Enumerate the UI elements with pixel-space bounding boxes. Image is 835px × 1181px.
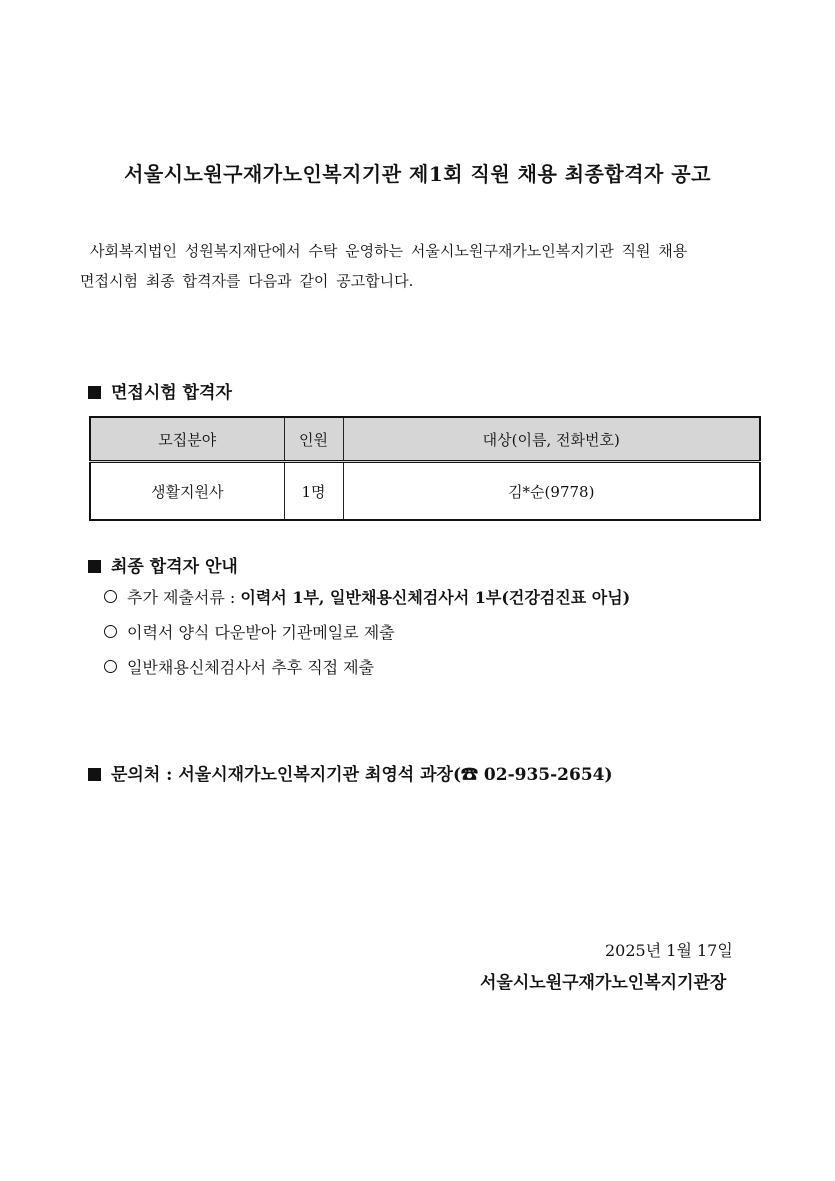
table-cell: 김*순(9778) [343,462,760,521]
circle-bullet-icon [104,625,117,638]
section-interview-heading [88,378,232,403]
table-header-cell: 인원 [284,417,343,462]
square-bullet-icon [88,386,101,399]
table-header-row [90,417,760,462]
section-final-heading-text: 최종 합격자 안내 [111,557,238,577]
table-cell: 생활지원사 [90,462,284,521]
square-bullet-icon [88,560,101,573]
table-header-cell: 대상(이름, 전화번호) [343,417,760,462]
table-row [90,462,760,521]
list-item-text: 이력서 양식 다운받아 기관메일로 제출 [127,623,395,642]
page-title: 서울시노원구재가노인복지기관 제1회 직원 채용 최종합격자 공고 [124,162,711,186]
list-item-bold-text: 이력서 1부, 일반채용신체검사서 1부(건강검진표 아님) [240,588,631,607]
circle-bullet-icon [104,590,117,603]
section-interview-heading-text: 면접시험 합격자 [111,383,232,403]
announcement-date: 2025년 1월 17일 [605,941,733,960]
list-item [104,585,630,620]
contact-line [88,760,613,785]
list-item-text: 추가 제출서류 : [127,588,241,607]
intro-line-1: 사회복지법인 성원복지재단에서 수탁 운영하는 서울시노원구재가노인복지기관 직원 채용 [90,242,688,260]
intro-paragraph [80,236,760,296]
list-item [104,620,630,655]
list-item [104,655,630,690]
result-table [89,416,761,521]
intro-line-2: 면접시험 최종 합격자를 다음과 같이 공고합니다. [80,272,414,290]
table-header-cell: 모집분야 [90,417,284,462]
list-item-text: 일반채용신체검사서 추후 직접 제출 [127,658,375,677]
square-bullet-icon [88,768,101,781]
issuer-name: 서울시노원구재가노인복지기관장 [480,973,727,993]
final-notice-list [104,585,630,690]
contact-text: 문의처 : 서울시재가노인복지기관 최영석 과장(☎ 02-935-2654) [111,765,613,785]
table-cell: 1명 [284,462,343,521]
section-final-heading [88,552,238,577]
circle-bullet-icon [104,660,117,673]
